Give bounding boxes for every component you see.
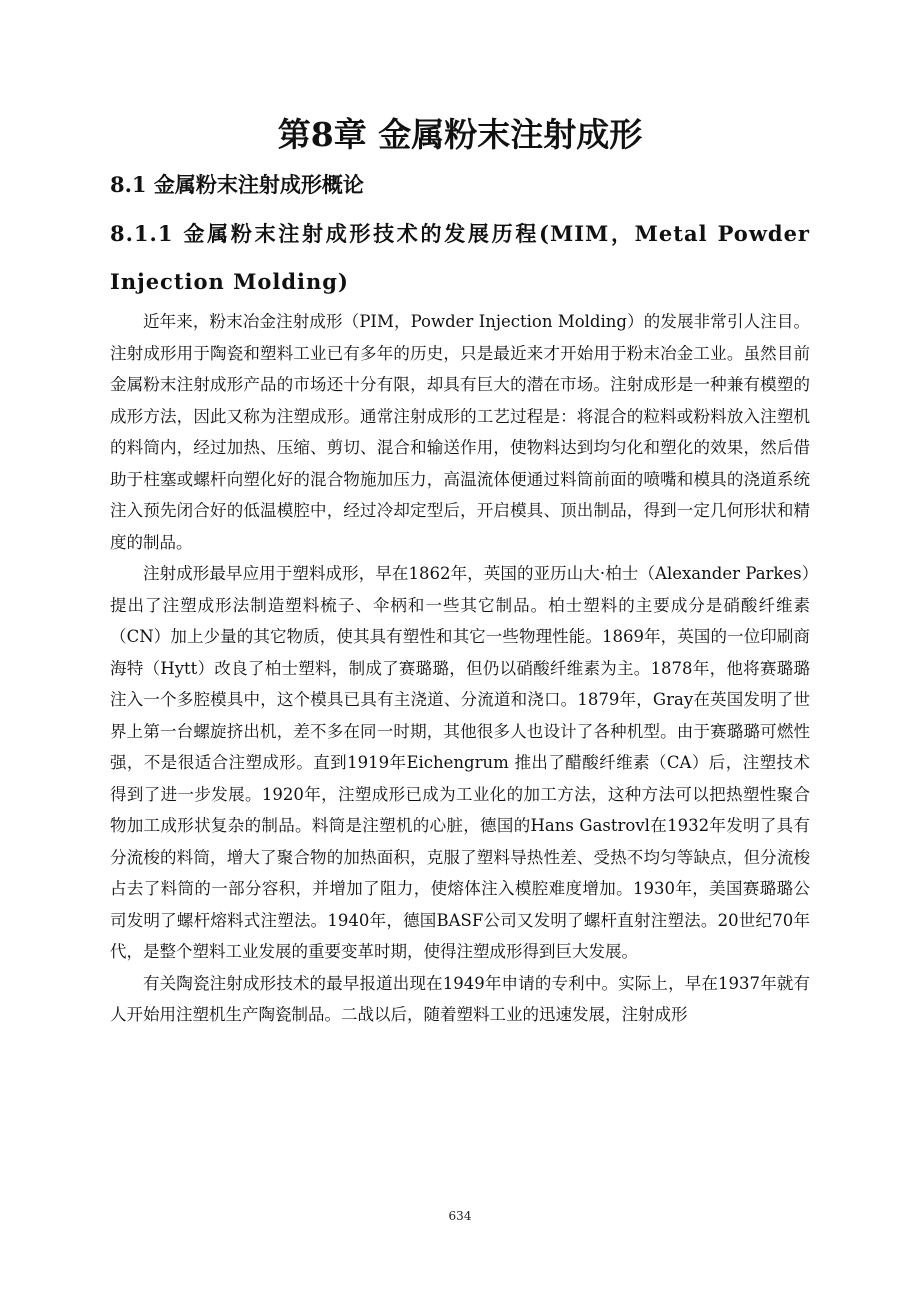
- body-text: [110, 306, 810, 1031]
- chapter-title: 第8章 金属粉末注射成形: [277, 115, 643, 154]
- paragraph: 注射成形最早应用于塑料成形，早在1862年，英国的亚历山大·柏士（Alexander Parkes）提出了注塑成形法制造塑料梳子、伞柄和一些其它制品。柏士塑料的主要成分是硝酸纤维素（CN）加上少量的其它物质，使其具有塑性和其它一些物理性能。1869年，英国的一位印刷商海特（Hytt）改良了柏士塑料，制成了赛璐璐，但仍以硝酸纤维素为主。1878年，他将赛璐璐注入一个多腔模具中，这个模具已具有主浇道、分流道和浇口。1879年，Gray在英国发明了世界上第一台螺旋挤出机，差不多在同一时期，其他很多人也设计了各种机型。由于赛璐璐可燃性强，不是很适合注塑成形。直到1919年Eichengrum 推出了醋酸纤维素（CA）后，注塑技术得到了进一步发展。1920年，注塑成形已成为工业化的加工方法，这种方法可以把热塑性聚合物加工成形状复杂的制品。料筒是注塑机的心脏，德国的Hans Gastrovl在1932年发明了具有分流梭的料筒，增大了聚合物的加热面积，克服了塑料导热性差、受热不均匀等缺点，但分流梭占去了料筒的一部分容积，并增加了阻力，使熔体注入模腔难度增加。1930年，美国赛璐璐公司发明了螺杆熔料式注塑法。1940年，德国BASF公司又发明了螺杆直射注塑法。20世纪70年代，是整个塑料工业发展的重要变革时期，使得注塑成形得到巨大发展。: [110, 564, 810, 961]
- page-number: 634: [448, 1209, 472, 1223]
- section-title: 8.1 金属粉末注射成形概论: [110, 172, 364, 197]
- paragraph: 有关陶瓷注射成形技术的最早报道出现在1949年申请的专利中。实际上，早在1937年就有人开始用注塑机生产陶瓷制品。二战以后，随着塑料工业的迅速发展，注射成形: [110, 973, 810, 1024]
- paragraph: 近年来，粉末冶金注射成形（PIM，Powder Injection Molding）的发展非常引人注目。注射成形用于陶瓷和塑料工业已有多年的历史，只是最近来才开始用于粉末冶金工业。虽然目前金属粉末注射成形产品的市场还十分有限，却具有巨大的潜在市场。注射成形是一种兼有模塑的成形方法，因此又称为注塑成形。通常注射成形的工艺过程是：将混合的粒料或粉料放入注塑机的料筒内，经过加热、压缩、剪切、混合和输送作用，使物料达到均匀化和塑化的效果，然后借助于柱塞或螺杆向塑化好的混合物施加压力，高温流体便通过料筒前面的喷嘴和模具的浇道系统注入预先闭合好的低温模腔中，经过冷却定型后，开启模具、顶出制品，得到一定几何形状和精度的制品。: [110, 312, 810, 552]
- subsection-title: 8.1.1 金属粉末注射成形技术的发展历程(MIM，Metal Powder Injection Molding): [110, 221, 810, 294]
